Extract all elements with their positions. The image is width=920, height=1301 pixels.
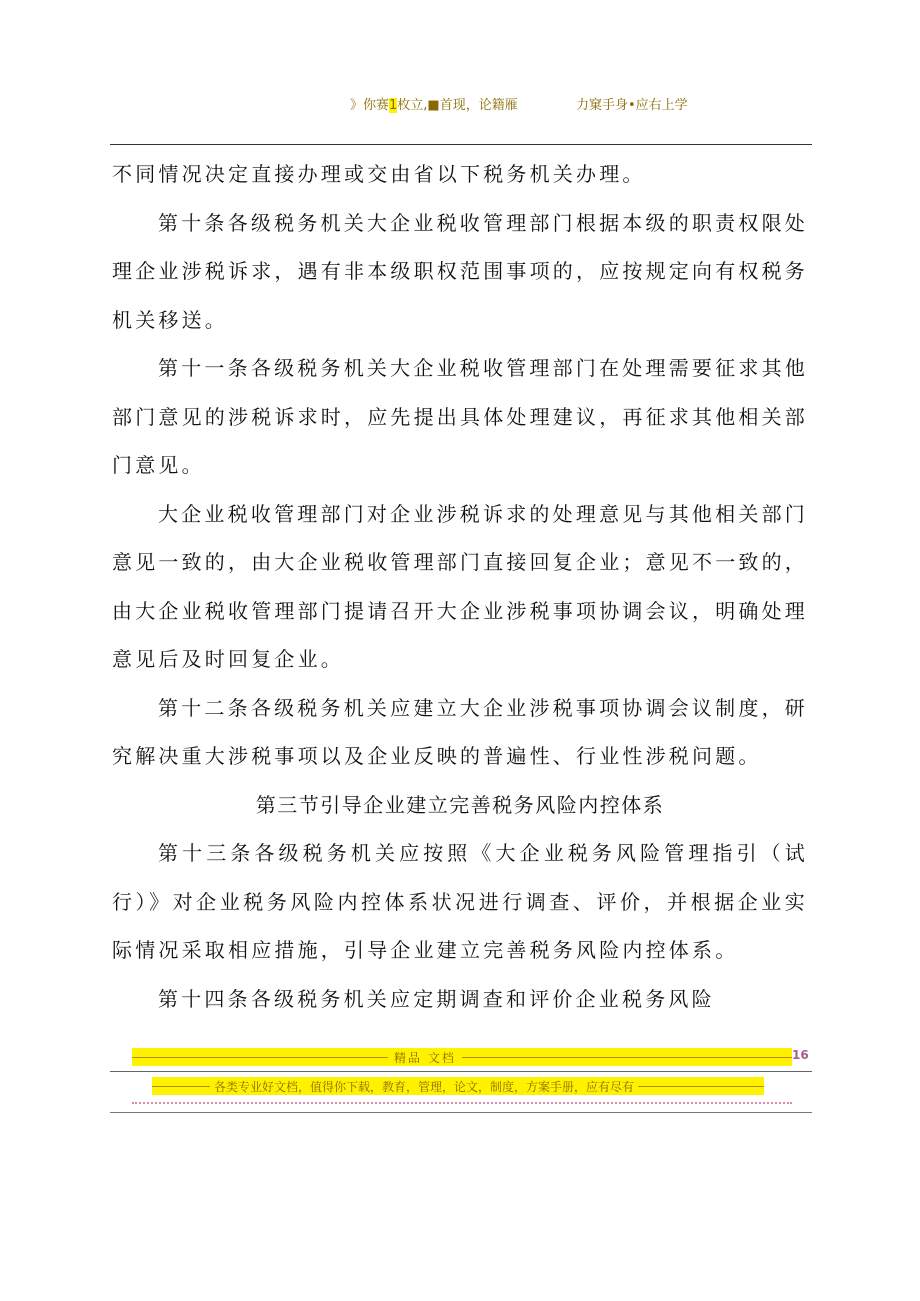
footer-banner-label: 精品 文档 (388, 1049, 462, 1066)
paragraph: 不同情况决定直接办理或交由省以下税务机关办理。 (112, 162, 646, 186)
paragraph: 第十三条各级税务机关应按照《大企业税务风险管理指引（试行）》对企业税务风险内控体系状况进行调查、评价，并根据企业实际情况采取相应措施，引导企业建立完善税务风险内控体系。 (112, 841, 808, 962)
paragraph: 第十一条各级税务机关大企业税收管理部门在处理需要征求其他部门意见的涉税诉求时，应先提出具体处理建议，再征求其他相关部门意见。 (112, 356, 808, 477)
footer-tagline: 各类专业好文档，值得你下载，教育，管理，论文，制度，方案手册，应有尽有 (210, 1078, 638, 1095)
page-footer (110, 1044, 812, 1116)
footer-banner-top (132, 1048, 792, 1066)
header-right-text: 力窠手身•应右上学 (576, 98, 688, 113)
header-rule (110, 144, 812, 145)
header-left-text (350, 94, 518, 113)
document-body (112, 150, 808, 1023)
header-highlight-mark: 1 (389, 98, 398, 113)
header-left-post: 枚立,■首现，论籍雁 (397, 98, 518, 113)
footer-banner-line (132, 1057, 792, 1058)
header-left-pre: 》你赛 (350, 98, 390, 113)
footer-banner-bottom (152, 1077, 764, 1095)
paragraph: 第十四条各级税务机关应定期调查和评价企业税务风险 (158, 986, 715, 1011)
paragraph: 大企业税收管理部门对企业涉税诉求的处理意见与其他相关部门意见一致的，由大企业税收管理部门直接回复企业；意见不一致的，由大企业税收管理部门提请召开大企业涉税事项协调会议，明确处理意见后及时回复企业。 (112, 501, 808, 671)
footer-rule-bottom (110, 1112, 812, 1113)
section-heading: 第三节引导企业建立完善税务风险内控体系 (255, 792, 665, 817)
footer-dotted-divider (132, 1102, 792, 1104)
paragraph: 第十条各级税务机关大企业税收管理部门根据本级的职责权限处理企业涉税诉求，遇有非本级职权范围事项的，应按规定向有权税务机关移送。 (112, 210, 808, 332)
paragraph: 第十二条各级税务机关应建立大企业涉税事项协调会议制度，研究解决重大涉税事项以及企业反映的普遍性、行业性涉税问题。 (112, 695, 808, 768)
page-header (0, 92, 920, 116)
page-number: 16 (792, 1048, 809, 1062)
footer-rule (110, 1071, 812, 1072)
